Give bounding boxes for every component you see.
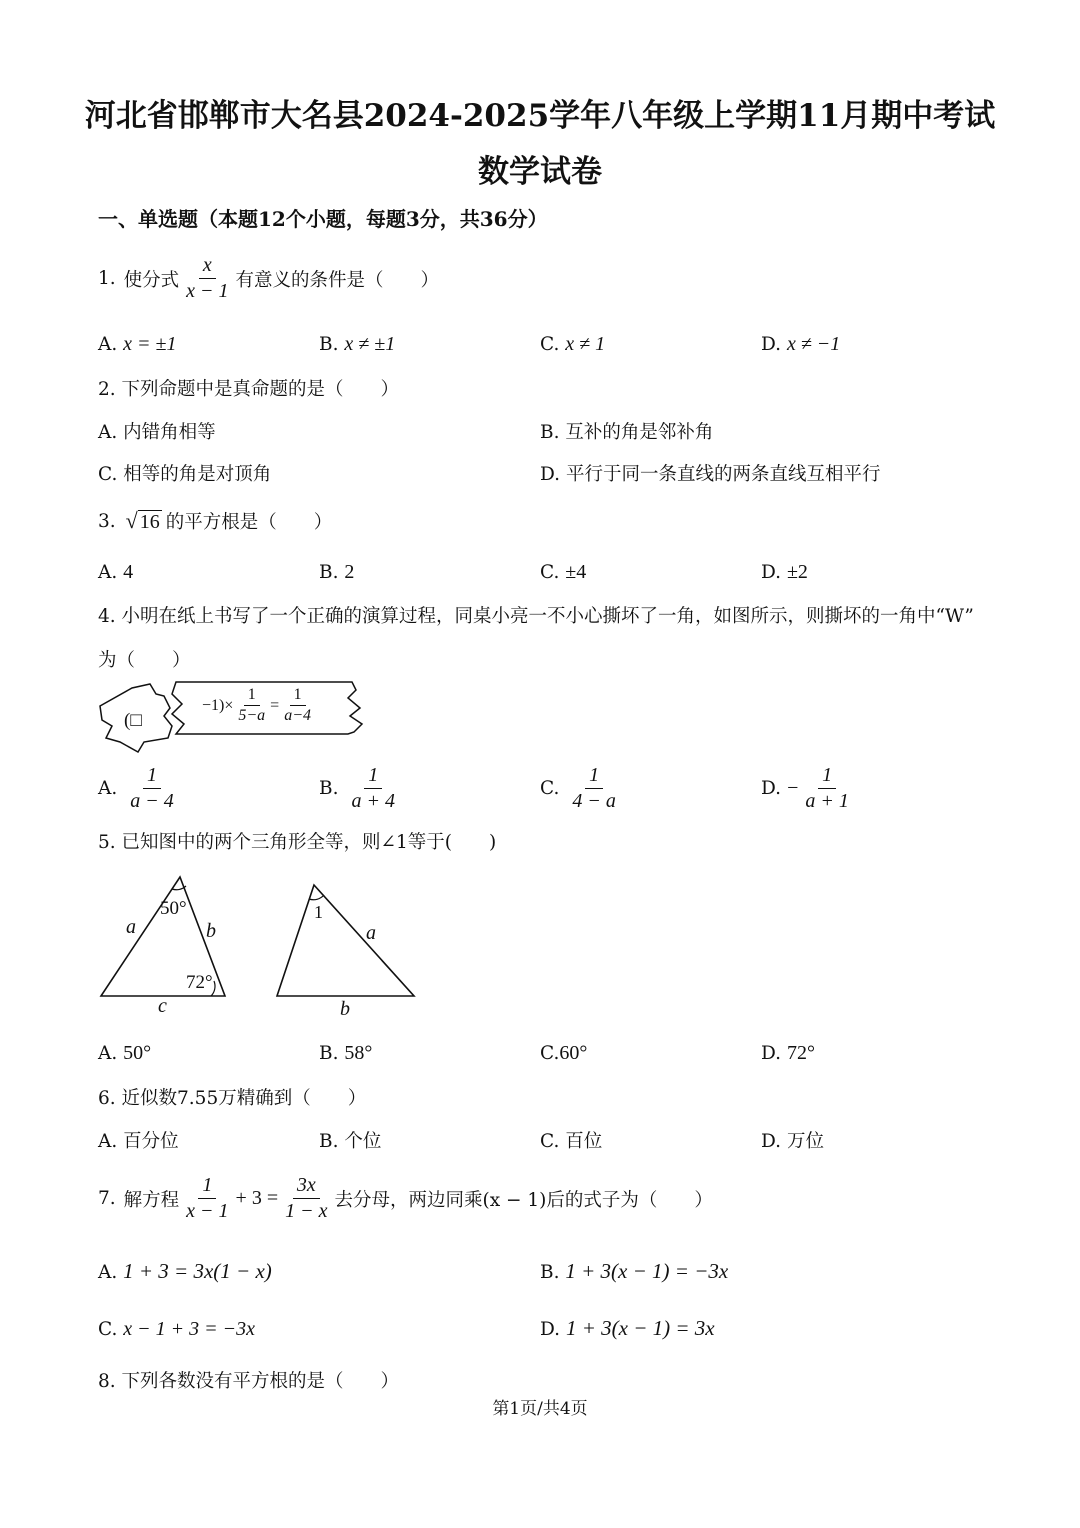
question-5: 5. 已知图中的两个三角形全等，则∠1等于( ): [98, 832, 497, 853]
q1-frac-den: x − 1: [186, 280, 229, 302]
page-footer: 第1页/共4页: [492, 1399, 588, 1419]
q4-option-b[interactable]: [319, 764, 402, 813]
q2-option-b[interactable]: [540, 418, 713, 444]
frac-den: a−4: [284, 707, 311, 725]
option-label: A.: [98, 1131, 118, 1152]
q6-option-d[interactable]: [761, 1127, 824, 1153]
frac-den: x − 1: [186, 1200, 229, 1222]
option-label: C.: [540, 778, 560, 799]
question-4-line2: 为（ ）: [98, 650, 191, 671]
option-text: 个位: [344, 1131, 382, 1152]
option-text: ±2: [786, 561, 808, 583]
torn-frac-1: [234, 686, 269, 726]
q3-number: 3.: [98, 510, 116, 532]
triangle-2: [272, 880, 422, 1022]
option-label: C.: [540, 1131, 560, 1152]
q5-option-c[interactable]: [540, 1042, 587, 1065]
torn-frac-2: [280, 686, 315, 726]
page-title: 河北省邯郸市大名县2024-2025学年八年级上学期11月期中考试: [84, 98, 996, 134]
option-label: B.: [319, 1043, 339, 1064]
option-label: B.: [319, 778, 339, 799]
q1-option-b[interactable]: [319, 333, 395, 356]
option-text: 内错角相等: [123, 422, 216, 443]
option-label: B.: [319, 1131, 339, 1152]
option-label: A.: [98, 1262, 118, 1283]
triangle-1-side-left: a: [126, 916, 136, 938]
q7-prefix: 解方程: [123, 1189, 180, 1211]
frac-den: 5−a: [238, 707, 266, 725]
torn-paper-figure: [98, 680, 368, 756]
option-text: x ≠ ±1: [344, 333, 396, 355]
option-text: 万位: [786, 1131, 824, 1152]
option-text: 2: [344, 561, 355, 583]
option-label: D.: [761, 1131, 782, 1152]
option-text: 60°: [559, 1042, 588, 1064]
option-label: D.: [761, 778, 782, 799]
torn-strip-expression: [202, 686, 316, 726]
option-label: D.: [540, 1319, 561, 1340]
q3-option-d[interactable]: [761, 561, 808, 584]
option-text: 1 + 3 = 3x(1 − x): [123, 1259, 272, 1283]
q6-option-c[interactable]: [540, 1127, 602, 1153]
option-label: C.: [540, 1043, 560, 1064]
option-label: C.: [540, 562, 560, 583]
frac-num: 1: [244, 686, 260, 706]
option-text: x ≠ −1: [786, 333, 841, 355]
option-fraction: [568, 764, 620, 813]
q1-frac-num: x: [199, 254, 216, 279]
sqrt-icon: √: [125, 508, 138, 533]
question-6: 6. 近似数7.55万精确到（ ）: [98, 1088, 367, 1109]
frac-num: 1: [143, 764, 161, 789]
option-label: B.: [319, 334, 339, 355]
option-text: 平行于同一条直线的两条直线互相平行: [565, 464, 881, 485]
q3-suffix: 的平方根是（ ）: [165, 512, 333, 533]
q2-option-d[interactable]: [540, 460, 880, 486]
option-text: 1 + 3(x − 1) = −3x: [565, 1259, 729, 1283]
question-1: [98, 254, 439, 303]
option-text: ±4: [565, 561, 587, 583]
q7-fraction-1: [182, 1174, 232, 1223]
q3-option-b[interactable]: [319, 561, 354, 584]
q3-option-c[interactable]: [540, 561, 586, 584]
option-label: A.: [98, 562, 118, 583]
option-fraction: [126, 764, 178, 813]
option-label: D.: [761, 1043, 782, 1064]
option-label: C.: [98, 464, 118, 485]
q3-radicand: 16: [139, 511, 160, 533]
q2-option-a[interactable]: [98, 418, 216, 444]
q7-number: 7.: [98, 1188, 116, 1209]
frac-den: a + 1: [805, 790, 849, 812]
torn-prefix: −1)×: [202, 696, 234, 714]
option-text: x − 1 + 3 = −3x: [123, 1318, 256, 1340]
option-label: C.: [98, 1319, 118, 1340]
section-heading: 一、单选题（本题12个小题，每题3分，共36分）: [98, 207, 548, 231]
option-label: A.: [98, 334, 118, 355]
torn-left-text: (□: [124, 710, 142, 731]
q6-option-b[interactable]: [319, 1127, 381, 1153]
option-label: D.: [761, 334, 782, 355]
frac-num: 1: [198, 1174, 216, 1199]
page-subtitle: 数学试卷: [478, 154, 602, 190]
q4-option-c[interactable]: [540, 764, 623, 813]
frac-num: 3x: [293, 1174, 320, 1199]
triangle-1: [96, 872, 236, 1022]
frac-den: a + 4: [351, 790, 395, 812]
triangle-1-angle-right: 72°: [186, 972, 213, 993]
q4-option-a[interactable]: [98, 764, 181, 813]
q5-option-a[interactable]: [98, 1042, 151, 1065]
option-fraction: [347, 764, 399, 813]
q4-option-d[interactable]: [761, 764, 856, 813]
option-text: 百位: [565, 1131, 603, 1152]
frac-den: 4 − a: [572, 790, 616, 812]
q1-number: 1.: [98, 268, 116, 289]
option-label: C.: [540, 334, 560, 355]
q7-option-c[interactable]: [98, 1318, 255, 1341]
triangle-1-angle-top: 50°: [160, 898, 187, 919]
q7-option-a[interactable]: [98, 1259, 272, 1284]
option-label: B.: [540, 422, 560, 443]
frac-num: 1: [818, 764, 836, 789]
option-text: 互补的角是邻补角: [565, 422, 714, 443]
option-sign: −: [787, 777, 799, 799]
triangle-1-side-bottom: c: [158, 995, 167, 1017]
q7-option-d[interactable]: [540, 1316, 715, 1341]
option-label: A.: [98, 1043, 118, 1064]
q2-option-c[interactable]: [98, 460, 271, 486]
option-label: B.: [319, 562, 339, 583]
q3-option-a[interactable]: [98, 561, 133, 584]
option-label: A.: [98, 422, 118, 443]
option-text: 72°: [786, 1042, 815, 1064]
option-text: 50°: [123, 1042, 152, 1064]
option-text: 4: [123, 561, 134, 583]
option-label: D.: [540, 464, 561, 485]
option-text: 1 + 3(x − 1) = 3x: [565, 1316, 715, 1340]
question-4-line1: 4. 小明在纸上书写了一个正确的演算过程，同桌小亮一不小心撕坏了一角，如图所示，则撕坏的一角中“W”: [98, 606, 974, 627]
q7-mid: + 3 =: [235, 1187, 279, 1209]
q6-option-a[interactable]: [98, 1127, 179, 1153]
question-3: [98, 508, 332, 534]
option-text: x ≠ 1: [565, 333, 606, 355]
option-label: A.: [98, 778, 118, 799]
q1-prefix: 使分式: [123, 269, 180, 291]
q5-option-b[interactable]: [319, 1042, 372, 1065]
q1-option-c[interactable]: [540, 333, 605, 356]
frac-den: a − 4: [130, 790, 174, 812]
q5-option-d[interactable]: [761, 1042, 815, 1065]
triangle-2-side-bottom: b: [340, 998, 350, 1020]
frac-den: 1 − x: [285, 1200, 328, 1222]
q7-option-b[interactable]: [540, 1259, 728, 1284]
option-text: x = ±1: [123, 333, 177, 355]
option-text: 相等的角是对顶角: [123, 464, 272, 485]
q1-option-a[interactable]: [98, 333, 177, 356]
option-text: 百分位: [123, 1131, 179, 1152]
frac-num: 1: [585, 764, 603, 789]
torn-eq: =: [270, 696, 280, 714]
frac-num: 1: [364, 764, 382, 789]
question-2: 2. 下列命题中是真命题的是（ ）: [98, 379, 400, 400]
q7-suffix: 去分母，两边同乘(x − 1)后的式子为（ ）: [334, 1189, 713, 1211]
question-8: 8. 下列各数没有平方根的是（ ）: [98, 1371, 400, 1392]
option-fraction: [801, 764, 853, 813]
option-label: D.: [761, 562, 782, 583]
option-text: 58°: [344, 1042, 373, 1064]
frac-num: 1: [290, 686, 306, 706]
question-7: [98, 1174, 713, 1223]
triangle-1-side-right: b: [206, 920, 216, 942]
q1-fraction: [182, 254, 232, 303]
triangle-2-angle-top: 1: [314, 902, 323, 922]
q3-sqrt: [126, 508, 162, 534]
q7-fraction-2: [281, 1174, 331, 1223]
triangle-2-side-right: a: [366, 922, 376, 944]
option-label: B.: [540, 1262, 560, 1283]
q1-option-d[interactable]: [761, 333, 840, 356]
q1-suffix: 有意义的条件是（ ）: [235, 269, 440, 291]
